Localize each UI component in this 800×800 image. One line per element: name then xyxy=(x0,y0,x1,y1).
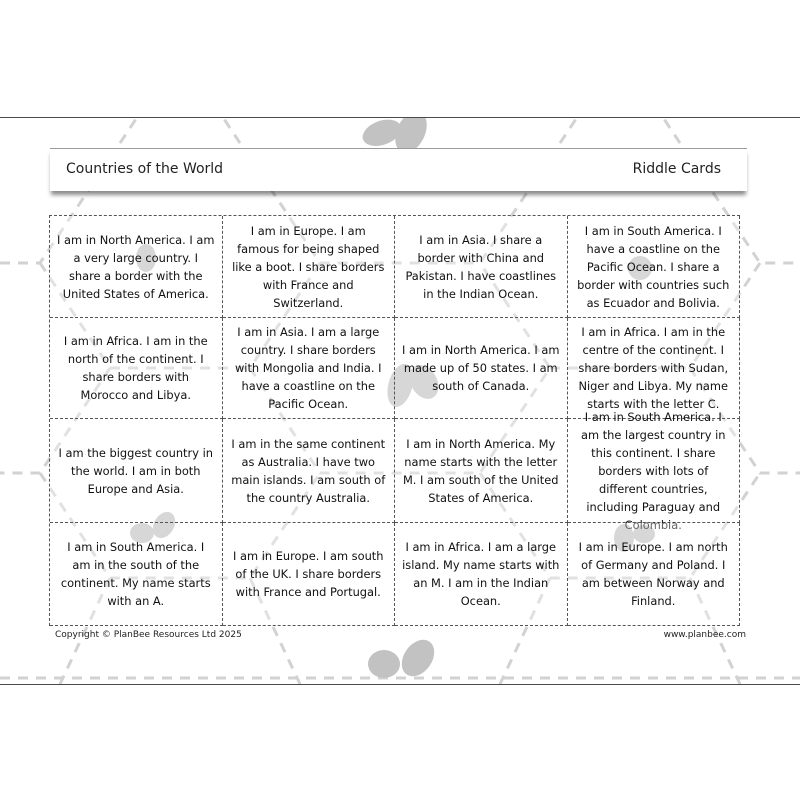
page-title: Countries of the World xyxy=(66,161,224,177)
riddle-card: I am in South America. I have a coastline on the Pacific Ocean. I share a border with countries such as Ecuador and Bolivia. xyxy=(568,216,741,318)
page-subtitle: Riddle Cards xyxy=(632,161,721,177)
riddle-card: I am in Europe. I am south of the UK. I share borders with France and Portugal. xyxy=(223,523,396,626)
riddle-card: I am in Africa. I am in the north of the continent. I share borders with Morocco and Libya. xyxy=(50,318,223,419)
riddle-card: I am in North America. I am a very large country. I share a border with the United States of America. xyxy=(50,216,223,318)
riddle-card: I am in Europe. I am north of Germany and Poland. I am between Norway and Finland. xyxy=(568,523,741,626)
riddle-card: I am in Africa. I am in the centre of the continent. I share borders with Sudan, Niger and Libya. My name starts with the letter C. xyxy=(568,318,741,419)
website-link[interactable]: www.planbee.com xyxy=(663,630,746,640)
riddle-card: I am in Asia. I am a large country. I share borders with Mongolia and India. I have a coastline on the Pacific Ocean. xyxy=(223,318,396,419)
worksheet-page xyxy=(0,117,800,685)
riddle-card-grid xyxy=(49,215,740,626)
riddle-card: I am the biggest country in the world. I am in both Europe and Asia. xyxy=(50,419,223,523)
riddle-card: I am in North America. I am made up of 50 states. I am south of Canada. xyxy=(395,318,568,419)
copyright-notice: Copyright © PlanBee Resources Ltd 2025 xyxy=(55,630,242,640)
riddle-card: I am in South America. I am the largest country in this continent. I share borders with lots of different countries, including Paraguay and Colombia. xyxy=(568,419,741,523)
riddle-card: I am in Africa. I am a large island. My name starts with an M. I am in the Indian Ocean. xyxy=(395,523,568,626)
riddle-card: I am in Europe. I am famous for being shaped like a boot. I share borders with France and Switzerland. xyxy=(223,216,396,318)
page-header xyxy=(50,148,747,191)
riddle-card: I am in the same continent as Australia. I have two main islands. I am south of the country Australia. xyxy=(223,419,396,523)
riddle-card: I am in South America. I am in the south of the continent. My name starts with an A. xyxy=(50,523,223,626)
riddle-card: I am in North America. My name starts with the letter M. I am south of the United States of America. xyxy=(395,419,568,523)
riddle-card: I am in Asia. I share a border with China and Pakistan. I have coastlines in the Indian Ocean. xyxy=(395,216,568,318)
